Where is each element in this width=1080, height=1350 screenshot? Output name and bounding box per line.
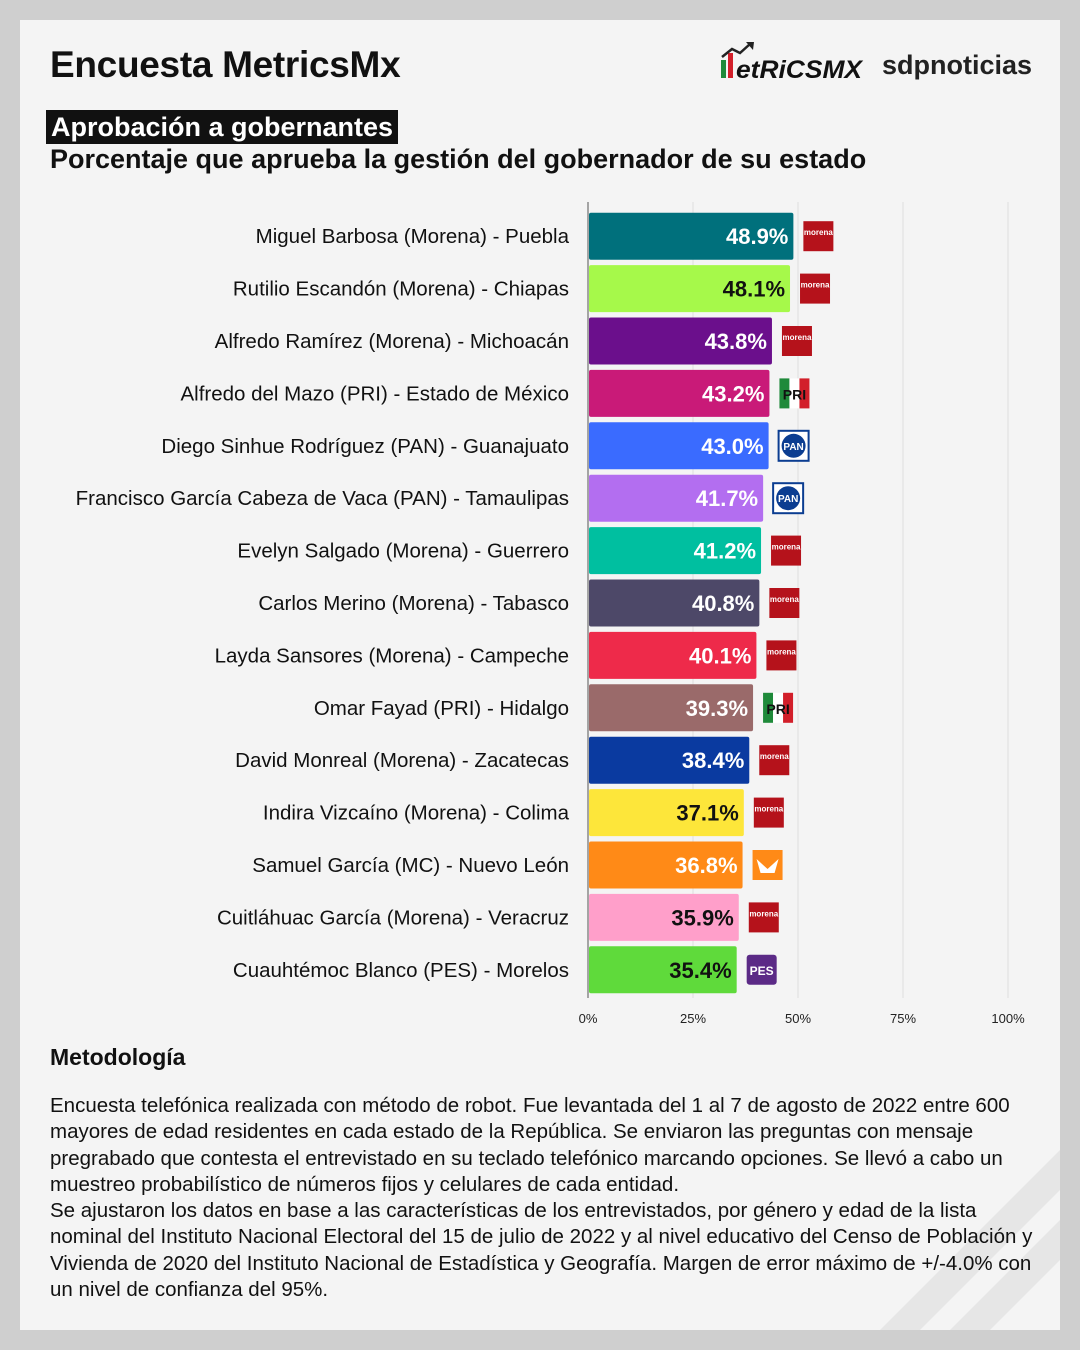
morena-logo-text: morena bbox=[800, 280, 830, 290]
data-label: 37.1% bbox=[676, 800, 739, 826]
morena-logo-text: morena bbox=[766, 647, 796, 657]
category-label: Evelyn Salgado (Morena) - Guerrero bbox=[237, 539, 569, 563]
data-label: 43.8% bbox=[704, 329, 767, 354]
category-label: Omar Fayad (PRI) - Hidalgo bbox=[313, 696, 569, 720]
data-label: 35.4% bbox=[669, 957, 732, 983]
morena-logo-text: morena bbox=[749, 909, 779, 919]
morena-logo-text: morena bbox=[803, 228, 833, 238]
category-label: Diego Sinhue Rodríguez (PAN) - Guanajuato bbox=[161, 434, 569, 458]
pan-logo-text: PAN bbox=[777, 494, 799, 506]
mc-logo-icon bbox=[753, 850, 783, 880]
data-label: 41.2% bbox=[693, 538, 757, 564]
category-label: Cuauhtémoc Blanco (PES) - Morelos bbox=[232, 958, 569, 982]
data-label: 41.7% bbox=[695, 486, 759, 512]
category-label: Cuitláhuac García (Morena) - Veracruz bbox=[216, 906, 569, 930]
svg-text:etRiCSMX: etRiCSMX bbox=[736, 56, 864, 84]
category-label: Francisco García Cabeza de Vaca (PAN) - Tamaulipas bbox=[75, 487, 569, 511]
data-label: 36.8% bbox=[675, 853, 738, 878]
x-tick-label: 75% bbox=[889, 1011, 917, 1026]
x-tick-label: 0% bbox=[578, 1011, 598, 1026]
data-label: 48.9% bbox=[725, 224, 789, 250]
page-title: Encuesta MetricsMx bbox=[50, 44, 401, 85]
category-label: Rutilio Escandón (Morena) - Chiapas bbox=[232, 277, 569, 301]
category-label: Layda Sansores (Morena) - Campeche bbox=[214, 644, 569, 668]
morena-logo-text: morena bbox=[754, 804, 784, 814]
morena-logo-text: morena bbox=[771, 542, 801, 552]
methodology-text bbox=[50, 1093, 1040, 1303]
x-tick-label: 50% bbox=[784, 1011, 812, 1026]
data-label: 40.8% bbox=[691, 591, 755, 616]
morena-logo-text: morena bbox=[759, 752, 789, 762]
pes-logo-text: PES bbox=[749, 963, 774, 978]
data-label: 43.2% bbox=[702, 381, 765, 407]
data-label: 38.4% bbox=[681, 748, 745, 774]
morena-logo-text: morena bbox=[769, 595, 799, 604]
category-label: Indira Vizcaíno (Morena) - Colima bbox=[262, 801, 569, 825]
morena-logo-text: morena bbox=[782, 333, 812, 342]
x-tick-label: 25% bbox=[679, 1011, 707, 1026]
sdpnoticias-logo: sdpnoticias bbox=[882, 50, 1033, 80]
data-label: 40.1% bbox=[689, 643, 752, 669]
data-label: 43.0% bbox=[701, 433, 764, 459]
data-label: 48.1% bbox=[722, 276, 786, 302]
category-label: Alfredo del Mazo (PRI) - Estado de México bbox=[180, 382, 569, 406]
bar-chart bbox=[20, 20, 1060, 1030]
data-label: 39.3% bbox=[685, 695, 749, 721]
category-label: Carlos Merino (Morena) - Tabasco bbox=[258, 592, 569, 615]
pri-logo-text: PRI bbox=[782, 386, 807, 403]
methodology-paragraph: Se ajustaron los datos en base a las características de los entrevistados, por género y edad de la lista nominal del Instituto Nacional Electoral del 15 de julio de 2022 y al nivel educativo del Censo de Población y Vivienda de 2020 del Instituto Nacional de Estadística y Geografía. Margen de error máximo de +/-4.0% con un nivel de confianza del 95%. bbox=[50, 1199, 1033, 1302]
pri-logo-text: PRI bbox=[766, 700, 790, 717]
infographic-card bbox=[20, 20, 1060, 1330]
x-tick-label: 100% bbox=[991, 1011, 1025, 1026]
methodology-paragraph: Encuesta telefónica realizada con método de robot. Fue levantada del 1 al 7 de agosto de 2022 entre 600 mayores de edad residentes en cada estado de la República. Se enviaron las preguntas con mensaje pregrabado que contesta el entrevistado en su teclado telefónico marcando opciones. Se llevó a cabo un muestreo probabilístico de números fijos y celulares de cada entidad. bbox=[50, 1094, 1010, 1196]
chart-subtitle: Porcentaje que aprueba la gestión del gobernador de su estado bbox=[50, 144, 867, 174]
category-label: David Monreal (Morena) - Zacatecas bbox=[235, 749, 569, 773]
data-label: 35.9% bbox=[671, 905, 734, 931]
category-label: Miguel Barbosa (Morena) - Puebla bbox=[255, 225, 569, 249]
category-label: Alfredo Ramírez (Morena) - Michoacán bbox=[214, 330, 569, 353]
category-label: Samuel García (MC) - Nuevo León bbox=[252, 854, 569, 877]
methodology-title: Metodología bbox=[50, 1044, 186, 1070]
pan-logo-text: PAN bbox=[783, 441, 804, 453]
section-tag: Aprobación a gobernantes bbox=[46, 110, 398, 144]
